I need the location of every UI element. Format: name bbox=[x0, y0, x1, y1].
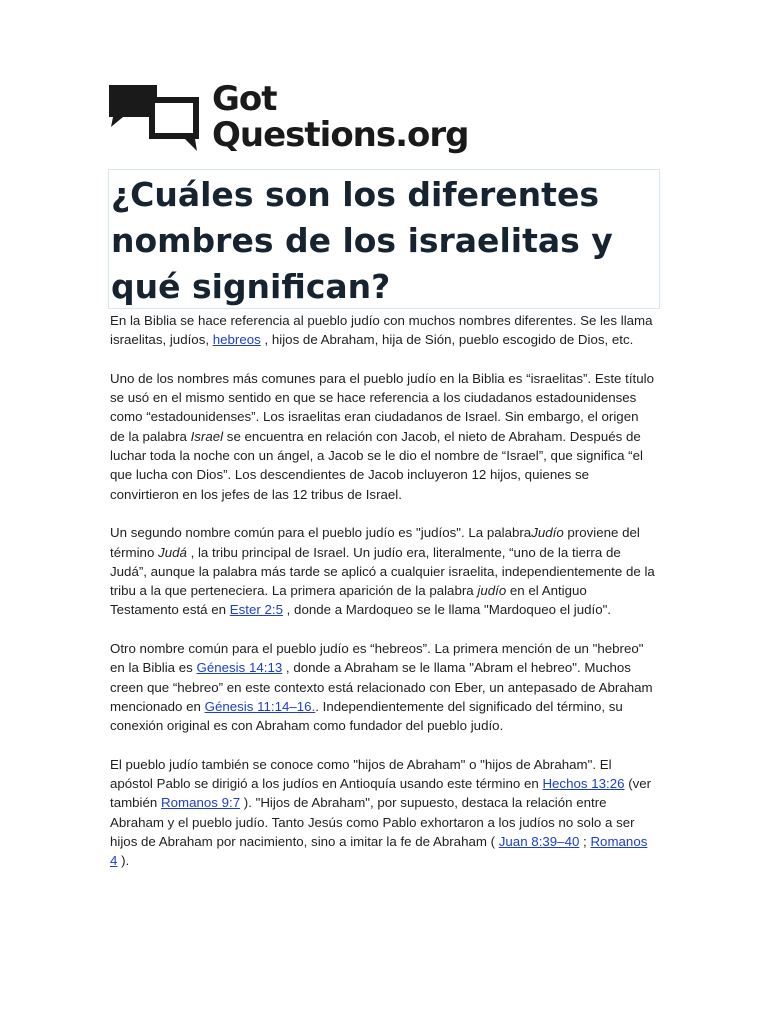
text: (ver también bbox=[110, 776, 652, 811]
italic-text: Judá bbox=[158, 544, 187, 560]
paragraph-2 bbox=[110, 369, 655, 504]
paragraph-3 bbox=[110, 523, 655, 619]
link-romanos-4[interactable]: Romanos 4 bbox=[110, 834, 648, 869]
italic-text: Israel bbox=[190, 428, 224, 444]
text: ; bbox=[579, 834, 591, 850]
text: en el Antiguo Testamento está en bbox=[110, 583, 587, 618]
paragraph-5 bbox=[110, 755, 655, 871]
link-genesis-14[interactable]: Génesis 14:13 bbox=[196, 660, 283, 676]
article-body bbox=[110, 311, 655, 890]
link-romanos-9[interactable]: Romanos 9:7 bbox=[161, 795, 241, 811]
logo-text-questions: Questions.org bbox=[212, 115, 469, 155]
link-genesis-11[interactable]: Génesis 11:14–16. bbox=[204, 698, 316, 714]
link-ester[interactable]: Ester 2:5 bbox=[229, 602, 283, 618]
text: , donde a Abraham se le llama "Abram el hebreo". Muchos creen que “hebreo” en este contexto está relacionado con Eber, un antepasado de Abraham mencionado en bbox=[110, 660, 653, 714]
text: ). "Hijos de Abraham", por supuesto, destaca la relación entre Abraham y el pueblo judío. Tanto Jesús como Pablo exhortaron a los judíos no solo a ser hijos de Abraham por nacimiento, sino a imitar la fe de Abraham ( bbox=[110, 795, 635, 850]
text: ). bbox=[117, 853, 130, 869]
text: . Independientemente del significado del término, su conexión original es con Abraham como fundador del pueblo judío. bbox=[110, 698, 623, 734]
text: El pueblo judío también se conoce como "hijos de Abraham" o "hijos de Abraham". El apóstol Pablo se dirigió a los judíos en Antioquía usando este término en bbox=[110, 756, 612, 792]
text: , hijos de Abraham, hija de Sión, pueblo escogido de Dios, etc. bbox=[260, 332, 634, 348]
link-hebreos[interactable]: hebreos bbox=[212, 332, 261, 348]
text: , donde a Mardoqueo se le llama "Mardoqueo el judío". bbox=[282, 602, 612, 618]
paragraph-1 bbox=[110, 311, 655, 350]
page-title: ¿Cuáles son los diferentes nombres de los israelitas y qué significan? bbox=[111, 175, 613, 306]
gotquestions-logo bbox=[109, 79, 509, 161]
text: , la tribu principal de Israel. Un judío era, literalmente, “uno de la tierra de Judá”, aunque la palabra más tarde se aplicó a cualquier israelita, independientemente de la tribu a la que perteneciera. La primera aparición de la palabra bbox=[110, 544, 655, 599]
logo-text-got: Got bbox=[212, 79, 277, 119]
text: Un segundo nombre común para el pueblo judío es "judíos". La palabra bbox=[110, 525, 532, 541]
italic-text: Judío bbox=[531, 525, 564, 541]
italic-text: judío bbox=[477, 583, 507, 599]
speech-bubbles-icon bbox=[109, 83, 204, 153]
text: se encuentra en relación con Jacob, el nieto de Abraham. Después de luchar toda la noche con un ángel, a Jacob se le dio el nombre de “Israel”, que significa “el que lucha con Dios”. Los descendientes de Jacob incluyeron 12 hijos, quienes se convirtieron en los jefes de las 12 tribus de Israel. bbox=[110, 428, 643, 502]
text: En la Biblia se hace referencia al pueblo judío con muchos nombres diferentes. Se les llama israelitas, judíos, bbox=[110, 313, 653, 348]
text: proviene del término bbox=[110, 525, 640, 560]
title-box bbox=[108, 169, 660, 309]
paragraph-4 bbox=[110, 639, 655, 735]
link-juan[interactable]: Juan 8:39–40 bbox=[498, 834, 580, 850]
link-hechos[interactable]: Hechos 13:26 bbox=[542, 776, 625, 792]
text: Otro nombre común para el pueblo judío es “hebreos”. La primera mención de un "hebreo" en la Biblia es bbox=[110, 641, 644, 676]
text: Uno de los nombres más comunes para el pueblo judío en la Biblia es “israelitas”. Este título se usó en el mismo sentido en que se hace referencia a los ciudadanos estadounidenses como “estadounidenses”. Los israelitas eran ciudadanos de Israel. Sin embargo, el origen de la palabra bbox=[110, 370, 654, 444]
